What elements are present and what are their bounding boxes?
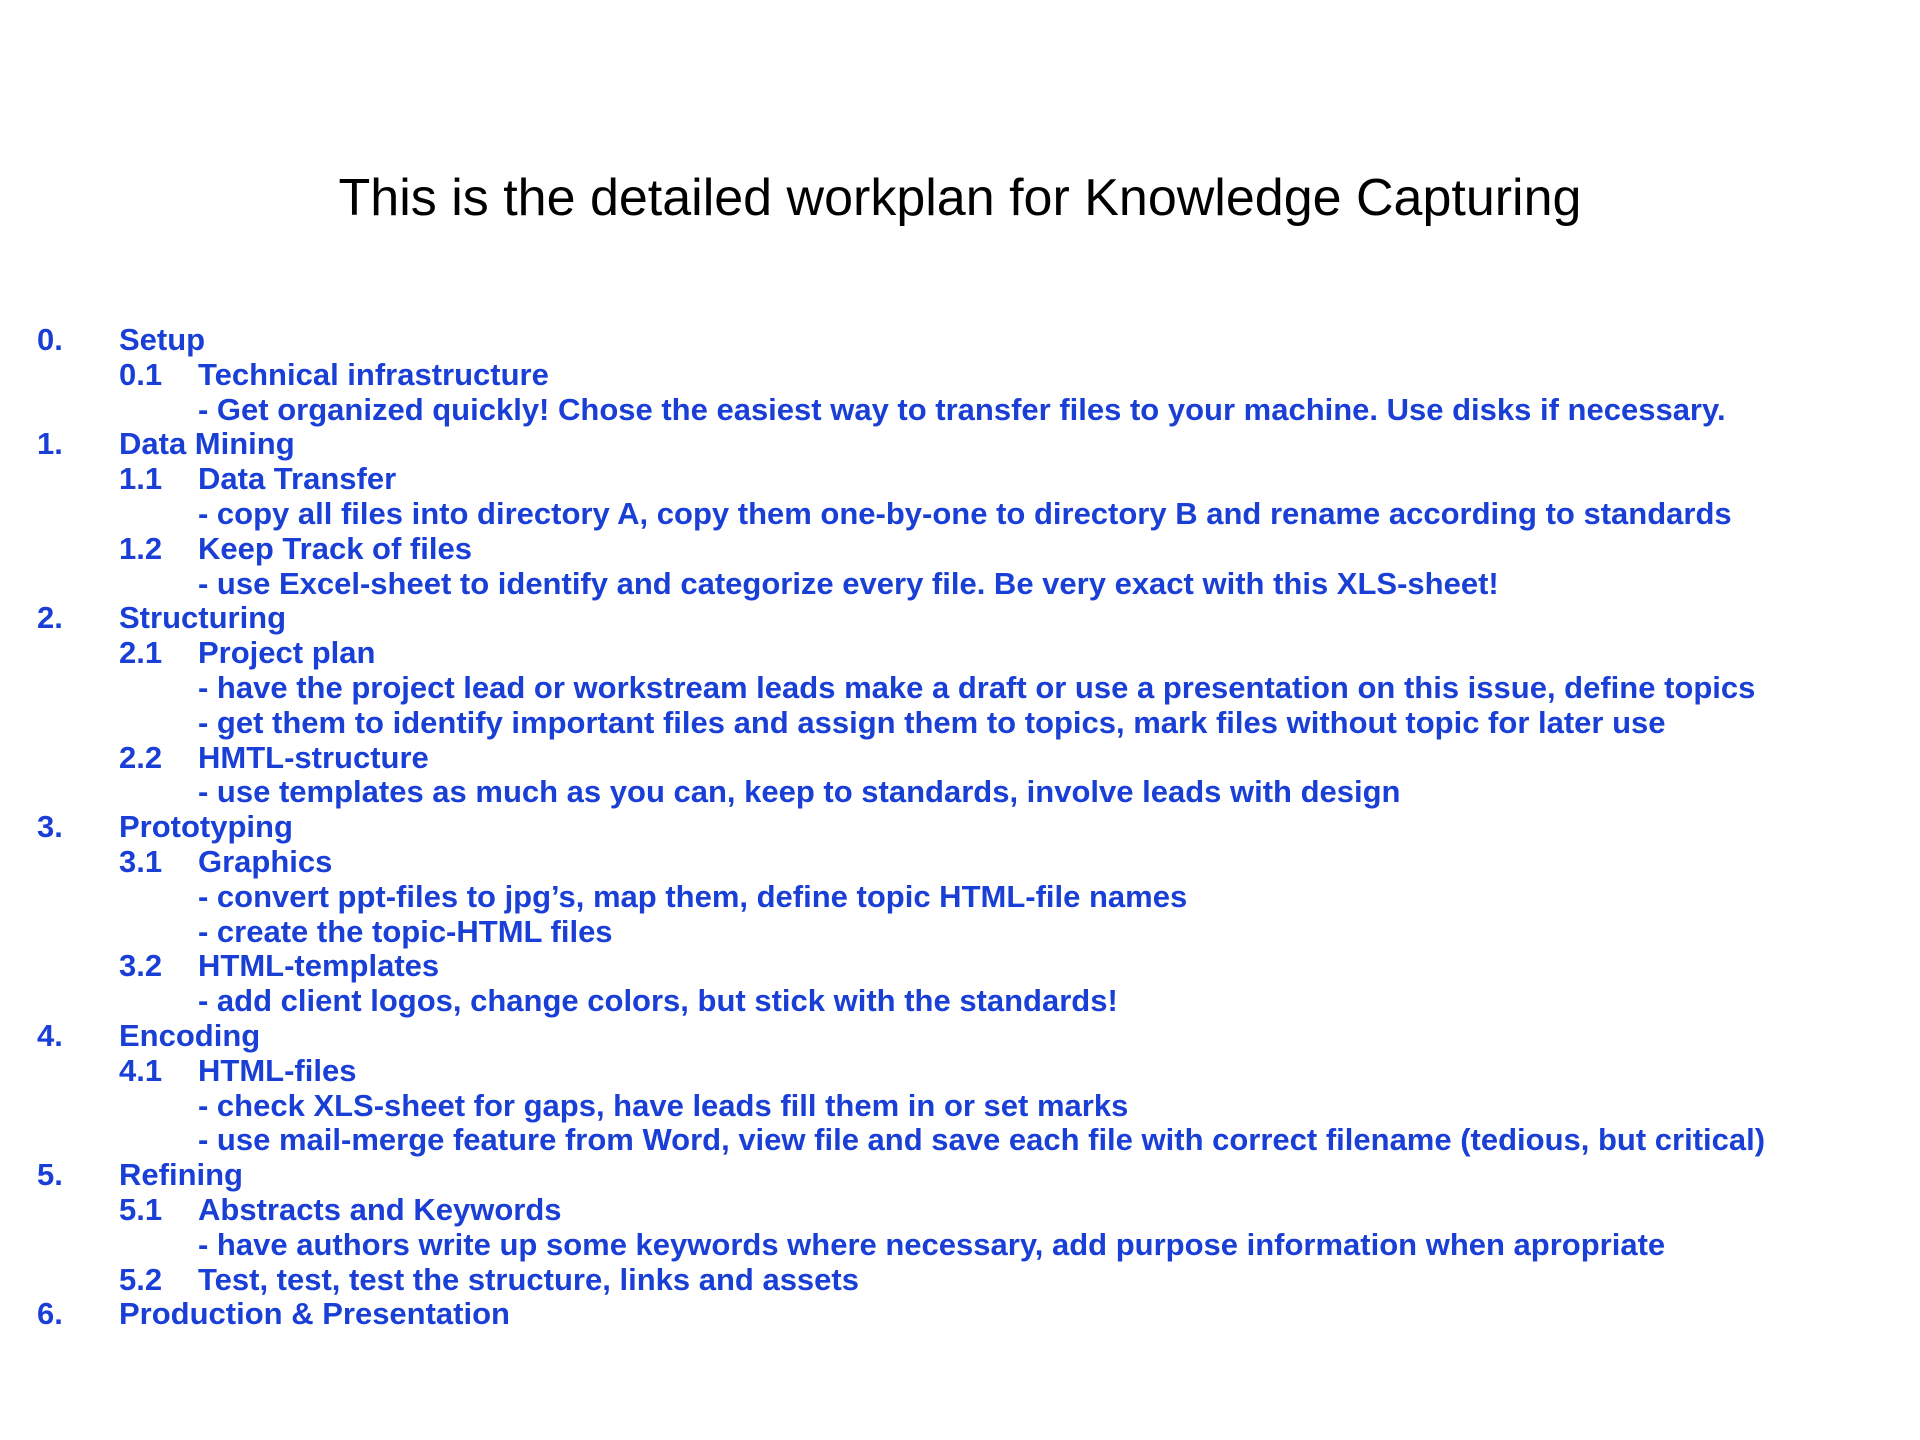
- subsection-row: [37, 462, 1897, 497]
- subsection-label: Graphics: [198, 843, 333, 879]
- section-label: Production & Presentation: [119, 1296, 510, 1332]
- section-number: 5.: [37, 1157, 63, 1193]
- subsection-row: [37, 358, 1897, 393]
- subsection-row: [37, 532, 1897, 567]
- section-row: [37, 601, 1897, 636]
- section-row: [37, 323, 1897, 358]
- section-number: 0.: [37, 322, 63, 357]
- detail-text: - use Excel-sheet to identify and categorize every file. Be very exact with this XLS-sheet!: [198, 565, 1499, 601]
- section-number: 4.: [37, 1017, 63, 1053]
- detail-text: - Get organized quickly! Chose the easiest way to transfer files to your machine. Use disks if necessary.: [198, 391, 1726, 427]
- subsection-label: HMTL-structure: [198, 739, 429, 775]
- subsection-number: 2.1: [119, 635, 163, 671]
- subsection-label: HTML-templates: [198, 948, 440, 984]
- section-label: Prototyping: [119, 809, 293, 845]
- page-title: This is the detailed workplan for Knowledge Capturing: [338, 169, 1582, 227]
- subsection-label: HTML-files: [198, 1052, 357, 1088]
- subsection-row: [37, 741, 1897, 776]
- detail-text: - have the project lead or workstream leads make a draft or use a presentation on this issue, define topics: [198, 669, 1756, 705]
- section-label: Data Mining: [119, 426, 295, 462]
- detail-text: - check XLS-sheet for gaps, have leads fill them in or set marks: [198, 1087, 1129, 1123]
- section-number: 2.: [37, 600, 63, 636]
- detail-row: [37, 497, 1897, 532]
- subsection-number: 1.2: [119, 530, 163, 566]
- subsection-number: 0.1: [119, 356, 163, 392]
- subsection-label: Project plan: [198, 635, 376, 671]
- subsection-row: [37, 949, 1897, 984]
- section-number: 1.: [37, 426, 63, 462]
- subsection-number: 5.2: [119, 1261, 163, 1297]
- subsection-label: Test, test, test the structure, links and assets: [198, 1261, 859, 1297]
- detail-text: - create the topic-HTML files: [198, 913, 613, 949]
- section-row: [37, 427, 1897, 462]
- subsection-row: [37, 636, 1897, 671]
- section-number: 6.: [37, 1296, 63, 1332]
- detail-row: [37, 1123, 1897, 1158]
- section-row: [37, 1019, 1897, 1054]
- section-number: 3.: [37, 809, 63, 845]
- detail-row: [37, 984, 1897, 1019]
- detail-row: [37, 671, 1897, 706]
- subsection-row: [37, 1263, 1897, 1298]
- detail-text: - get them to identify important files and assign them to topics, mark files without topic for later use: [198, 704, 1666, 740]
- detail-text: - add client logos, change colors, but stick with the standards!: [198, 983, 1118, 1019]
- section-label: Setup: [119, 322, 206, 357]
- subsection-label: Technical infrastructure: [198, 356, 549, 392]
- section-label: Structuring: [119, 600, 287, 636]
- detail-row: [37, 775, 1897, 810]
- subsection-row: [37, 1054, 1897, 1089]
- subsection-label: Keep Track of files: [198, 530, 472, 566]
- detail-row: [37, 880, 1897, 915]
- subsection-row: [37, 1193, 1897, 1228]
- detail-row: [37, 393, 1897, 428]
- subsection-number: 3.2: [119, 948, 163, 984]
- detail-text: - use mail-merge feature from Word, view file and save each file with correct filename (tedious, but critical): [198, 1122, 1766, 1158]
- detail-text: - use templates as much as you can, keep to standards, involve leads with design: [198, 774, 1401, 810]
- section-row: [37, 810, 1897, 845]
- subsection-number: 3.1: [119, 843, 163, 879]
- detail-row: [37, 567, 1897, 602]
- detail-row: [37, 915, 1897, 950]
- detail-row: [37, 1228, 1897, 1263]
- section-label: Encoding: [119, 1017, 261, 1053]
- subsection-number: 5.1: [119, 1191, 163, 1227]
- workplan-outline: [37, 323, 1897, 1332]
- detail-text: - convert ppt-files to jpg’s, map them, define topic HTML-file names: [198, 878, 1188, 914]
- section-label: Refining: [119, 1157, 243, 1193]
- detail-row: [37, 706, 1897, 741]
- subsection-number: 1.1: [119, 461, 163, 497]
- subsection-number: 4.1: [119, 1052, 163, 1088]
- subsection-row: [37, 845, 1897, 880]
- detail-text: - copy all files into directory A, copy them one-by-one to directory B and rename according to standards: [198, 495, 1732, 531]
- section-row: [37, 1297, 1897, 1332]
- subsection-number: 2.2: [119, 739, 163, 775]
- detail-row: [37, 1089, 1897, 1124]
- detail-text: - have authors write up some keywords where necessary, add purpose information when apropriate: [198, 1226, 1666, 1262]
- subsection-label: Abstracts and Keywords: [198, 1191, 562, 1227]
- subsection-label: Data Transfer: [198, 461, 397, 497]
- section-row: [37, 1158, 1897, 1193]
